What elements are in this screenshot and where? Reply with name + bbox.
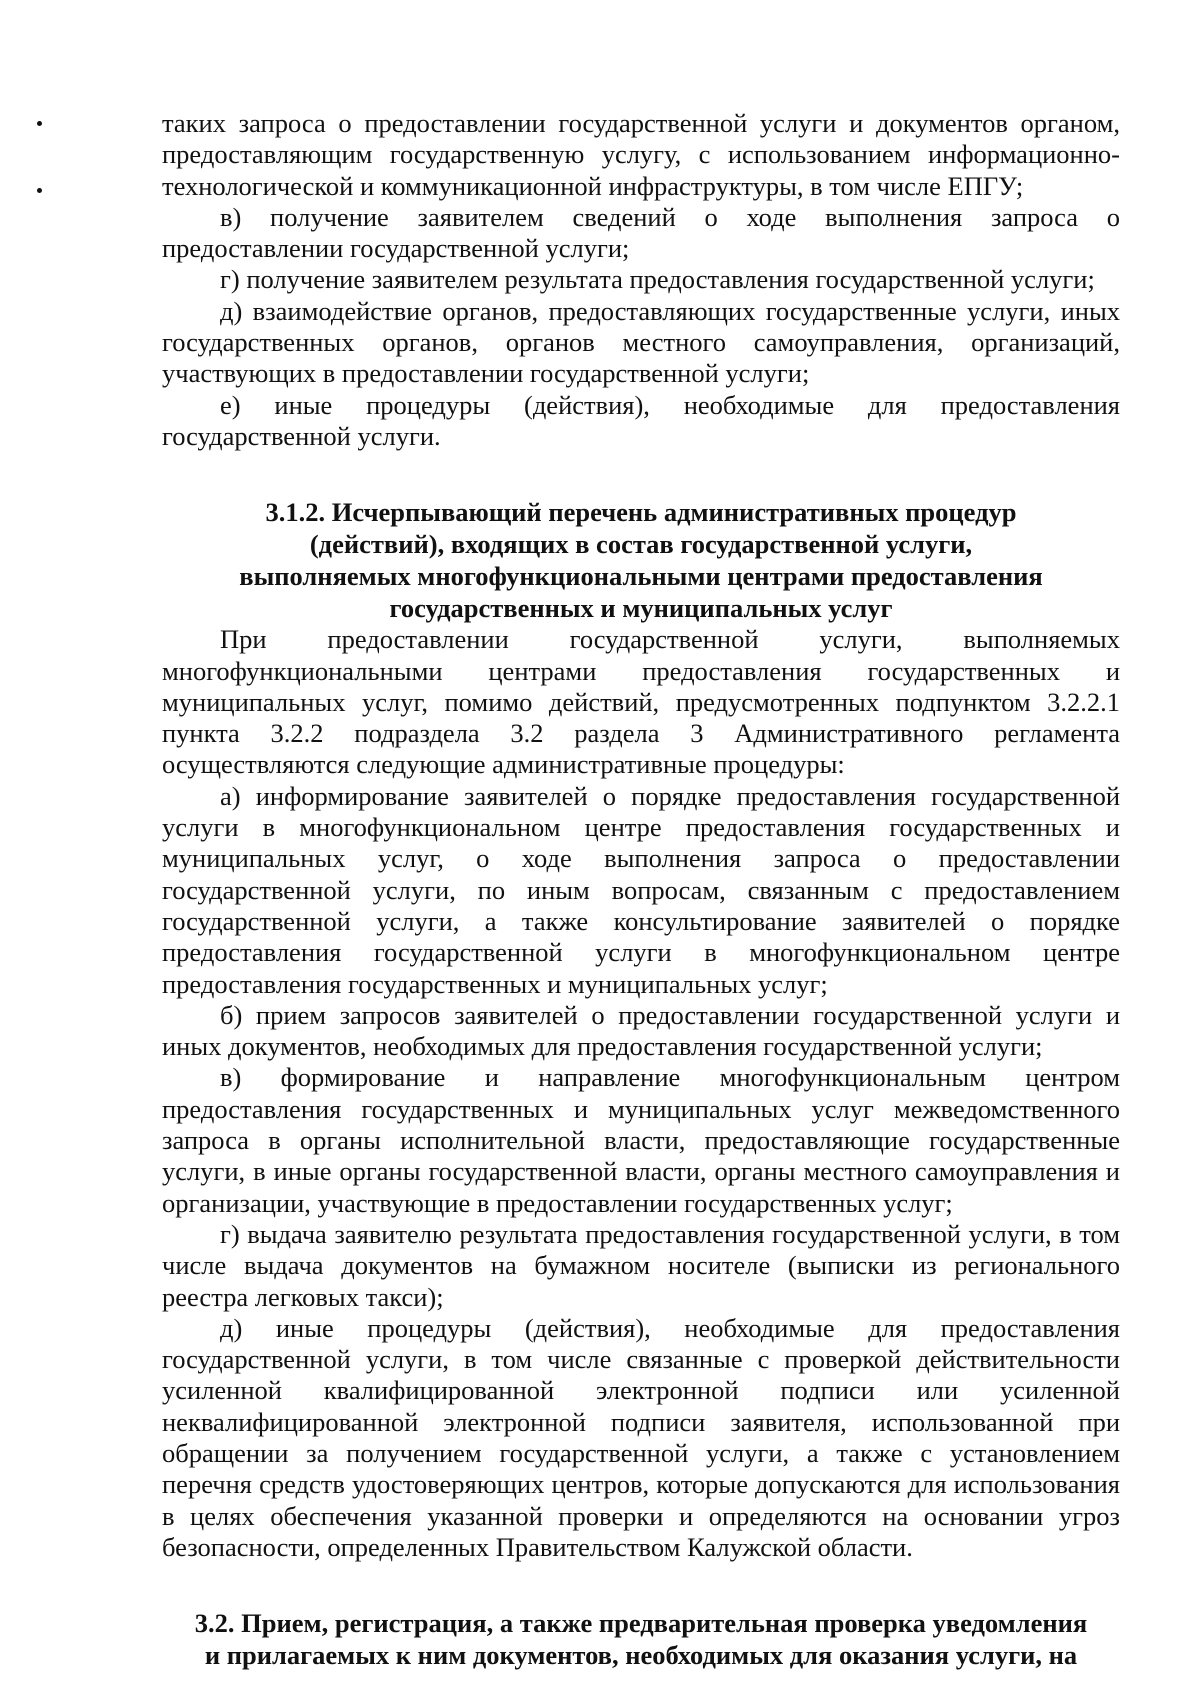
- procedure-g: г) выдача заявителю результата предоставления государственной услуги, в том числе выдача документов на бумажном носителе (выписки из регионального реестра легковых такси);: [162, 1218, 1120, 1312]
- scan-mark: [37, 121, 42, 126]
- heading-line: государственных и муниципальных услуг: [389, 593, 893, 624]
- heading-line: выполняемых многофункциональными центрами предоставления: [239, 561, 1043, 592]
- procedure-a: а) информирование заявителей о порядке предоставления государственной услуги в многофункциональном центре предоставления государственных и муниципальных услуг, о ходе выполнения запроса о предоставлении государственной услуги, по иным вопросам, связанным с предоставлением государственной услуги, а также консультирование заявителей о порядке предоставления государственной услуги в многофункциональном центре предоставления государственных и муниципальных услуг;: [162, 780, 1120, 999]
- paragraph-continuation: таких запроса о предоставлении государственной услуги и документов органом, предоставляющим государственную услугу, с использованием информационно-технологической и коммуникационной инфраструктуры, в том числе ЕПГУ;: [162, 108, 1120, 201]
- section-heading-3-2: [162, 1607, 1120, 1671]
- procedure-v: в) формирование и направление многофункциональным центром предоставления государственных и муниципальных услуг межведомственного запроса в органы исполнительной власти, предоставляющие государственные услуги, в иные органы государственной власти, органы местного самоуправления и организации, участвующие в предоставлении государственных услуг;: [162, 1062, 1120, 1218]
- procedure-b: б) прием запросов заявителей о предоставлении государственной услуги и иных документов, необходимых для предоставления государственной услуги;: [162, 999, 1120, 1062]
- procedure-d: д) иные процедуры (действия), необходимые для предоставления государственной услуги, в том числе связанные с проверкой действительности усиленной квалифицированной электронной подписи или усиленной неквалифицированной электронной подписи заявителя, использованной при обращении за получением государственной услуги, а также с установлением перечня средств удостоверяющих центров, которые допускаются для использования в целях обеспечения указанной проверки и определяются на основании угроз безопасности, определенных Правительством Калужской области.: [162, 1312, 1120, 1562]
- heading-line: 3.1.2. Исчерпывающий перечень административных процедур: [265, 497, 1017, 528]
- heading-line: и прилагаемых к ним документов, необходимых для оказания услуги, на: [204, 1640, 1078, 1671]
- heading-line: 3.2. Прием, регистрация, а также предварительная проверка уведомления: [194, 1608, 1088, 1639]
- list-item-g: г) получение заявителем результата предоставления государственной услуги;: [220, 264, 1095, 295]
- section-intro: При предоставлении государственной услуги, выполняемых многофункциональными центрами предоставления государственных и муниципальных услуг, помимо действий, предусмотренных подпунктом 3.2.2.1 пункта 3.2.2 подраздела 3.2 раздела 3 Административного регламента осуществляются следующие административные процедуры:: [162, 624, 1120, 780]
- list-item-e: е) иные процедуры (действия), необходимые для предоставления государственной услуги.: [162, 389, 1120, 451]
- scan-mark: [37, 188, 42, 193]
- document-page: [162, 108, 1120, 1671]
- list-item-v: в) получение заявителем сведений о ходе выполнения запроса о предоставлении государственной услуги;: [162, 201, 1120, 264]
- list-item-d: д) взаимодействие органов, предоставляющих государственные услуги, иных государственных органов, органов местного самоуправления, организаций, участвующих в предоставлении государственной услуги;: [162, 295, 1120, 389]
- heading-line: (действий), входящих в состав государственной услуги,: [309, 529, 973, 560]
- section-heading-3-1-2: [162, 496, 1120, 624]
